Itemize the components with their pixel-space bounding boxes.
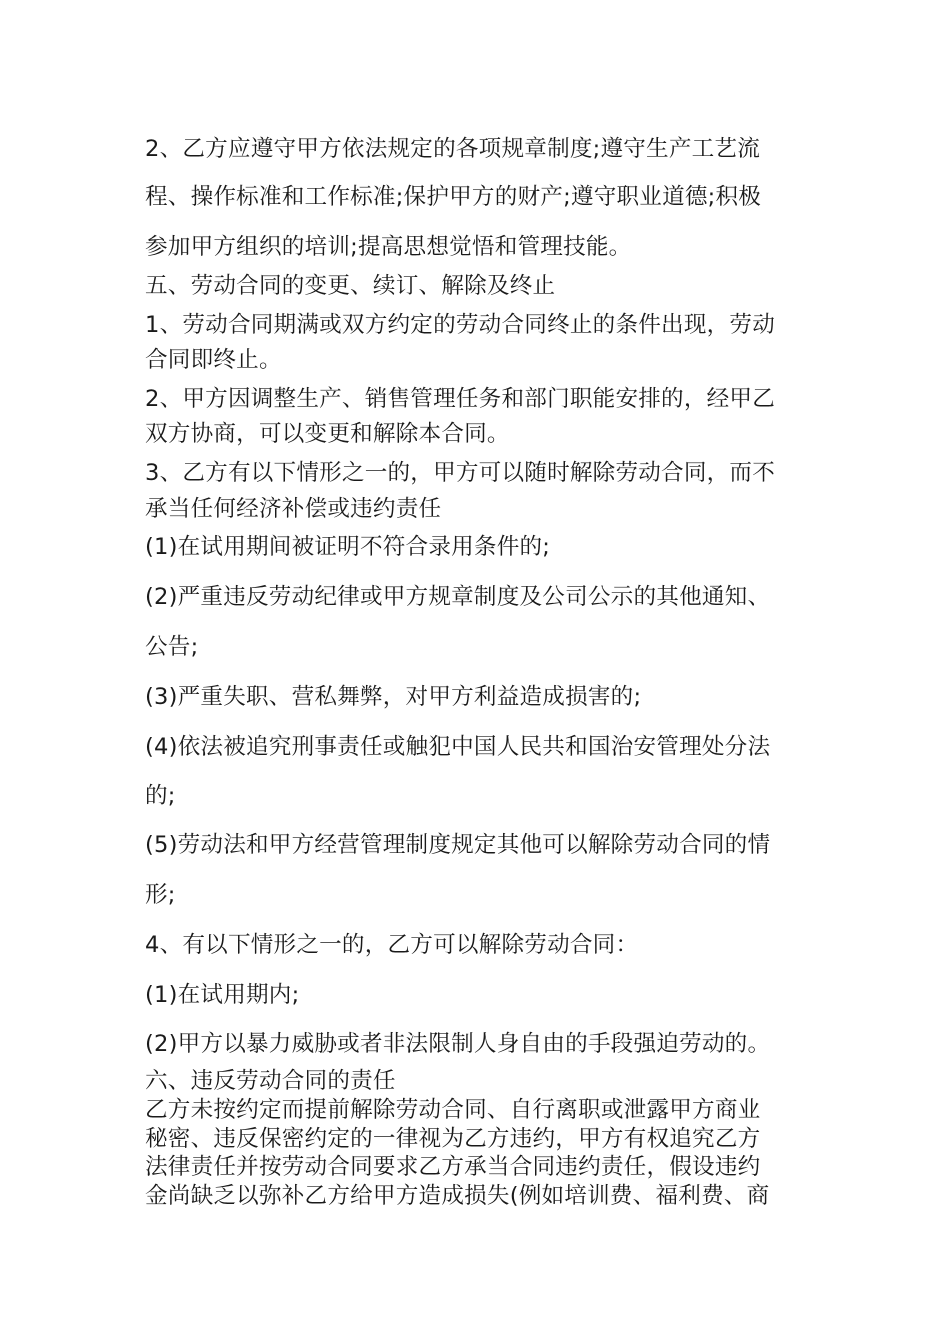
text-line: 的; bbox=[145, 783, 176, 809]
text-line: 程、操作标准和工作标准;保护甲方的财产;遵守职业道德;积极 bbox=[145, 184, 762, 210]
text-line: 4、有以下情形之一的，乙方可以解除劳动合同： bbox=[145, 932, 639, 958]
text-line: (4)依法被追究刑事责任或触犯中国人民共和国治安管理处分法 bbox=[145, 734, 771, 760]
text-line: 秘密、违反保密约定的一律视为乙方违约，甲方有权追究乙方 bbox=[145, 1126, 761, 1152]
text-line: 合同即终止。 bbox=[145, 347, 282, 373]
text-line: 2、甲方因调整生产、销售管理任务和部门职能安排的，经甲乙 bbox=[145, 386, 776, 412]
text-line: 乙方未按约定而提前解除劳动合同、自行离职或泄露甲方商业 bbox=[145, 1097, 761, 1123]
section-heading: 五、劳动合同的变更、续订、解除及终止 bbox=[145, 273, 556, 299]
section-heading: 六、违反劳动合同的责任 bbox=[145, 1068, 396, 1094]
text-line: 公告; bbox=[145, 634, 199, 660]
text-line: 形; bbox=[145, 882, 176, 908]
text-line: 双方协商，可以变更和解除本合同。 bbox=[145, 421, 510, 447]
text-line: 1、劳动合同期满或双方约定的劳动合同终止的条件出现，劳动 bbox=[145, 312, 776, 338]
text-line: 承当任何经济补偿或违约责任 bbox=[145, 496, 442, 522]
text-line: (3)严重失职、营私舞弊，对甲方利益造成损害的; bbox=[145, 684, 642, 710]
text-line: (1)在试用期间被证明不符合录用条件的; bbox=[145, 534, 551, 560]
text-line: 3、乙方有以下情形之一的，甲方可以随时解除劳动合同，而不 bbox=[145, 460, 776, 486]
text-line: 法律责任并按劳动合同要求乙方承当合同违约责任，假设违约 bbox=[145, 1154, 761, 1180]
text-line: (2)严重违反劳动纪律或甲方规章制度及公司公示的其他通知、 bbox=[145, 584, 771, 610]
text-line: 参加甲方组织的培训;提高思想觉悟和管理技能。 bbox=[145, 234, 632, 260]
text-line: 金尚缺乏以弥补乙方给甲方造成损失(例如培训费、福利费、商 bbox=[145, 1183, 770, 1209]
text-line: (2)甲方以暴力威胁或者非法限制人身自由的手段强迫劳动的。 bbox=[145, 1031, 771, 1057]
text-line: (5)劳动法和甲方经营管理制度规定其他可以解除劳动合同的情 bbox=[145, 832, 771, 858]
text-line: (1)在试用期内; bbox=[145, 982, 300, 1008]
text-line: 2、乙方应遵守甲方依法规定的各项规章制度;遵守生产工艺流 bbox=[145, 136, 761, 162]
